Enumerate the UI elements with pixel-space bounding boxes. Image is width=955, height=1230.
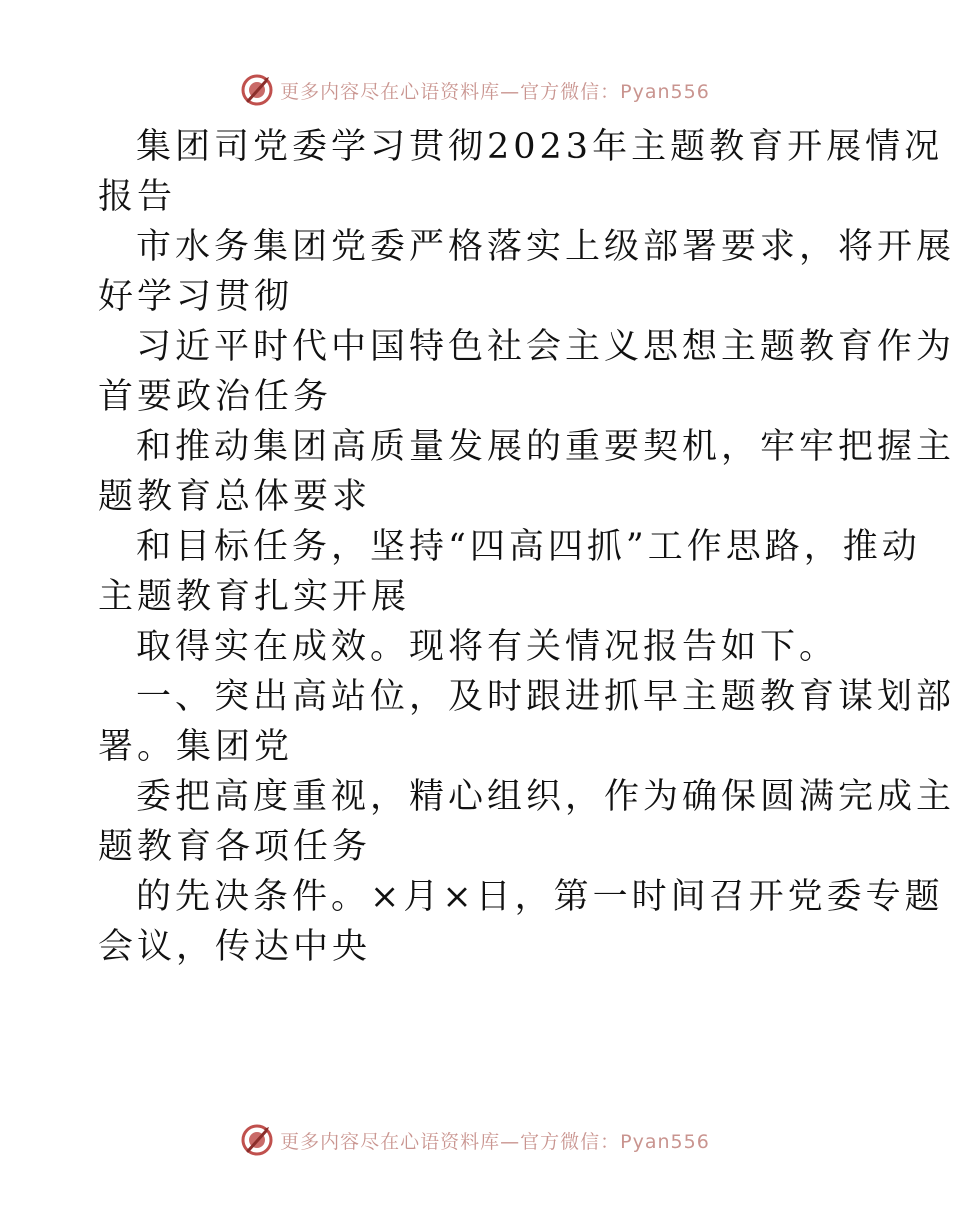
text-line: 一、突出高站位，及时跟进抓早主题教育谋划部 xyxy=(136,677,955,717)
text-line: 集团司党委学习贯彻2023年主题教育开展情况 xyxy=(136,127,944,167)
text-line: 报告 xyxy=(98,177,177,217)
text-line: 和目标任务，坚持“四高四抓”工作思路，推动 xyxy=(136,527,921,567)
document-body xyxy=(98,122,955,972)
text-line: 题教育各项任务 xyxy=(98,827,372,867)
text-line: 会议，传达中央 xyxy=(98,927,372,967)
footer-watermark xyxy=(0,1120,950,1160)
header-watermark xyxy=(0,70,950,110)
text-line: 和推动集团高质量发展的重要契机，牢牢把握主 xyxy=(136,427,955,467)
text-line: 首要政治任务 xyxy=(98,377,333,417)
text-line: 委把高度重视，精心组织，作为确保圆满完成主 xyxy=(136,777,955,817)
text-line: 市水务集团党委严格落实上级部署要求，将开展 xyxy=(136,227,955,267)
text-line: 的先决条件。×月×日，第一时间召开党委专题 xyxy=(136,877,944,917)
pen-logo-icon xyxy=(240,1123,274,1157)
text-line: 取得实在成效。现将有关情况报告如下。 xyxy=(136,627,839,667)
text-line: 习近平时代中国特色社会主义思想主题教育作为 xyxy=(136,327,955,367)
pen-logo-icon xyxy=(240,73,274,107)
text-line: 主题教育扎实开展 xyxy=(98,577,411,617)
watermark-text: 更多内容尽在心语资料库—官方微信：Pyan556 xyxy=(280,1130,710,1153)
text-line: 好学习贯彻 xyxy=(98,277,294,317)
watermark-text: 更多内容尽在心语资料库—官方微信：Pyan556 xyxy=(280,80,710,103)
text-line: 署。集团党 xyxy=(98,727,294,767)
text-line: 题教育总体要求 xyxy=(98,477,372,517)
